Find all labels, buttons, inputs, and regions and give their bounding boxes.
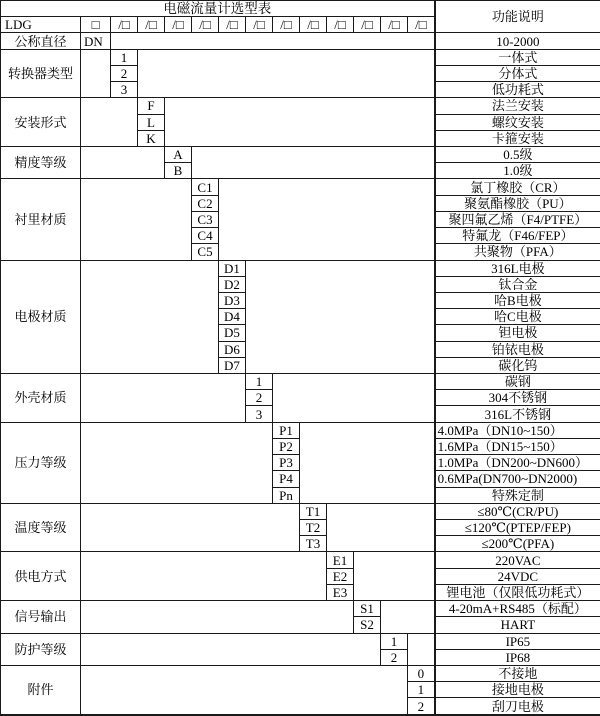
option-desc: 316L电极 — [435, 260, 600, 276]
option-desc: 一体式 — [435, 49, 600, 65]
model-slot: /□ — [111, 17, 138, 33]
option-code: C1 — [192, 179, 219, 195]
option-desc: 哈B电极 — [435, 292, 600, 308]
option-code: F — [138, 98, 165, 114]
model-prefix: LDG — [1, 17, 81, 33]
diameter-range: 10-2000 — [435, 33, 600, 49]
option-desc: 铂铱电极 — [435, 341, 600, 357]
option-desc: ≤80℃(CR/PU) — [435, 503, 600, 519]
spacer-cell — [81, 49, 111, 98]
spacer-cell — [81, 260, 219, 374]
model-slot: /□ — [165, 17, 192, 33]
option-desc: 特氟龙（F46/FEP） — [435, 228, 600, 244]
option-desc: 碳化钨 — [435, 357, 600, 373]
option-code: D1 — [219, 260, 246, 276]
spacer-cell — [165, 98, 435, 147]
option-desc: 刮刀电极 — [435, 698, 600, 715]
option-desc: 钛合金 — [435, 276, 600, 292]
option-code: S2 — [354, 617, 381, 633]
option-code: A — [165, 146, 192, 162]
option-code: B — [165, 163, 192, 179]
model-slot: /□ — [273, 17, 300, 33]
option-desc: 4-20mA+RS485（标配） — [435, 601, 600, 617]
diameter-code: DN — [81, 33, 111, 49]
option-desc: 不接地 — [435, 665, 600, 681]
option-desc: 聚氨酯橡胶（PU） — [435, 195, 600, 211]
section-label-accessory: 附件 — [1, 665, 81, 715]
section-label-protection: 防护等级 — [1, 633, 81, 665]
option-desc: 氯丁橡胶（CR） — [435, 179, 600, 195]
option-code: C4 — [192, 228, 219, 244]
option-code: 2 — [111, 65, 138, 81]
option-desc: 1.6MPa（DN15~150） — [435, 438, 600, 454]
option-code: P3 — [273, 455, 300, 471]
spacer-cell — [354, 552, 435, 601]
spacer-cell — [192, 146, 435, 178]
model-slot: /□ — [246, 17, 273, 33]
option-code: P2 — [273, 438, 300, 454]
option-desc: 220VAC — [435, 552, 600, 568]
section-label-power: 供电方式 — [1, 552, 81, 601]
spacer-cell — [273, 374, 435, 423]
spacer-cell — [327, 503, 435, 552]
option-code: E1 — [327, 552, 354, 568]
spacer-cell — [381, 601, 435, 633]
option-code: D7 — [219, 357, 246, 373]
option-code: C2 — [192, 195, 219, 211]
option-code: Pn — [273, 487, 300, 503]
option-desc: 1.0MPa（DN200~DN600） — [435, 455, 600, 471]
option-code: C5 — [192, 244, 219, 260]
option-code: 2 — [408, 698, 435, 715]
diameter-label: 公称直径 — [1, 33, 81, 49]
option-desc: 碳钢 — [435, 374, 600, 390]
option-code: D2 — [219, 276, 246, 292]
spacer-cell — [81, 146, 165, 178]
option-desc: 0.6MPa(DN700~DN2000) — [435, 471, 600, 487]
spacer-cell — [81, 601, 354, 633]
spacer-cell — [81, 633, 381, 665]
spacer-cell — [81, 179, 192, 260]
spacer-cell — [81, 552, 327, 601]
option-desc: 1.0级 — [435, 163, 600, 179]
section-label-accuracy: 精度等级 — [1, 146, 81, 178]
option-code: 1 — [111, 49, 138, 65]
model-slot: /□ — [381, 17, 408, 33]
option-code: D5 — [219, 325, 246, 341]
option-desc: IP68 — [435, 649, 600, 665]
option-code: 2 — [246, 390, 273, 406]
option-desc: 4.0MPa（DN10~150） — [435, 422, 600, 438]
model-slot: /□ — [408, 17, 435, 33]
function-column-header: 功能说明 — [435, 1, 600, 33]
option-desc: 钽电极 — [435, 325, 600, 341]
option-code: 0 — [408, 665, 435, 681]
section-label-install-type: 安装形式 — [1, 98, 81, 147]
option-code: P4 — [273, 471, 300, 487]
option-code: T3 — [300, 536, 327, 552]
option-code: 2 — [381, 649, 408, 665]
section-label-signal: 信号输出 — [1, 601, 81, 633]
option-desc: ≤120℃(PTEP/FEP) — [435, 520, 600, 536]
option-desc: 聚四氟乙烯（F4/PTFE） — [435, 211, 600, 227]
option-code: 3 — [246, 406, 273, 422]
option-desc: 共聚物（PFA） — [435, 244, 600, 260]
model-slot: /□ — [300, 17, 327, 33]
option-desc: 特殊定制 — [435, 487, 600, 503]
option-code: E2 — [327, 568, 354, 584]
section-label-liner: 衬里材质 — [1, 179, 81, 260]
option-code: T1 — [300, 503, 327, 519]
option-desc: 接地电极 — [435, 682, 600, 698]
option-code: E3 — [327, 584, 354, 600]
option-code: 1 — [246, 374, 273, 390]
spacer-cell — [111, 33, 435, 49]
option-code: P1 — [273, 422, 300, 438]
option-desc: ≤200℃(PFA) — [435, 536, 600, 552]
option-code: D6 — [219, 341, 246, 357]
model-slot: /□ — [219, 17, 246, 33]
spacer-cell — [246, 260, 435, 374]
section-label-electrode: 电极材质 — [1, 260, 81, 374]
option-desc: 卡箍安装 — [435, 130, 600, 146]
option-desc: 24VDC — [435, 568, 600, 584]
option-desc: HART — [435, 617, 600, 633]
option-code: K — [138, 130, 165, 146]
model-slot: /□ — [138, 17, 165, 33]
option-desc: 低功耗式 — [435, 82, 600, 98]
spacer-cell — [408, 633, 435, 665]
spacer-cell — [300, 422, 435, 503]
spacer-cell — [81, 374, 246, 423]
option-desc: 哈C电极 — [435, 309, 600, 325]
option-code: L — [138, 114, 165, 130]
option-desc: 304不锈钢 — [435, 390, 600, 406]
spacer-cell — [81, 665, 408, 715]
spacer-cell — [138, 49, 435, 98]
option-code: 1 — [408, 682, 435, 698]
option-code: D3 — [219, 292, 246, 308]
model-slot: /□ — [327, 17, 354, 33]
section-label-pressure: 压力等级 — [1, 422, 81, 503]
section-label-temperature: 温度等级 — [1, 503, 81, 552]
spacer-cell — [81, 422, 273, 503]
option-code: C3 — [192, 211, 219, 227]
option-desc: 分体式 — [435, 65, 600, 81]
model-slot: /□ — [354, 17, 381, 33]
spacer-cell — [219, 179, 435, 260]
option-desc: 316L不锈钢 — [435, 406, 600, 422]
option-code: 1 — [381, 633, 408, 649]
option-desc: 法兰安装 — [435, 98, 600, 114]
model-first-box: □ — [81, 17, 111, 33]
option-desc: IP65 — [435, 633, 600, 649]
section-label-housing: 外壳材质 — [1, 374, 81, 423]
option-desc: 锂电池（仅限低功耗式） — [435, 584, 600, 600]
option-desc: 0.5级 — [435, 146, 600, 162]
option-desc: 螺纹安装 — [435, 114, 600, 130]
spacer-cell — [81, 503, 300, 552]
option-code: S1 — [354, 601, 381, 617]
option-code: T2 — [300, 520, 327, 536]
model-slot: /□ — [192, 17, 219, 33]
table-title: 电磁流量计选型表 — [1, 1, 435, 17]
spacer-cell — [81, 98, 138, 147]
option-code: 3 — [111, 82, 138, 98]
section-label-converter-type: 转换器类型 — [1, 49, 81, 98]
option-code: D4 — [219, 309, 246, 325]
